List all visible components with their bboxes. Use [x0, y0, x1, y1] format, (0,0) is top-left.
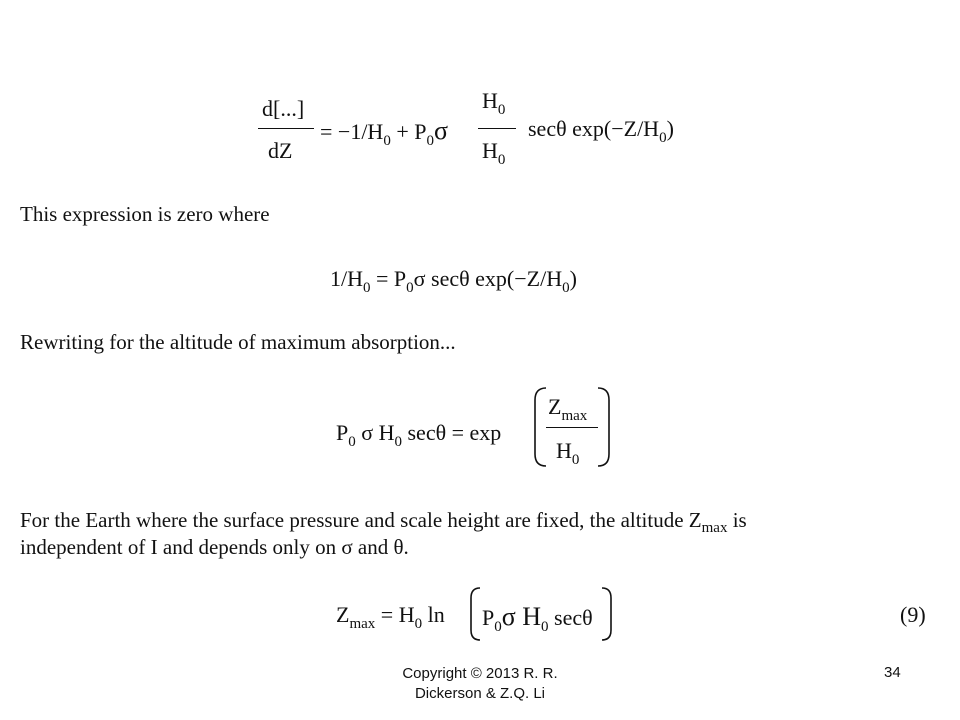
equation-number: (9) [900, 602, 926, 627]
eq3-frac-bar [546, 427, 598, 428]
footer-copyright-line1: Copyright © 2013 R. R. [402, 665, 558, 682]
eq1-lhs-numerator: d[...] [262, 96, 305, 121]
eq3-right-brace [596, 386, 612, 468]
eq4-right-brace [600, 586, 614, 642]
eq1-frac-denominator: $H_0$ [482, 138, 506, 168]
eq3-lhs: $P_0$ σ $H_0$ secθ = exp [336, 420, 502, 450]
eq3-frac-numerator: $Z_{max}$ [548, 394, 588, 424]
eq1-lhs-denominator: dZ [268, 138, 293, 163]
eq1-rhs-part1: = $-1/H_0 + P_0\sigma$ [320, 116, 448, 149]
text-paragraph-earth [20, 508, 940, 559]
eq4-lhs: $Z_{max} = H_0$ ln [336, 602, 445, 632]
text-line-zero-where: This expression is zero where [20, 202, 270, 226]
footer-copyright [360, 664, 600, 704]
eq1-frac-bar [478, 128, 516, 129]
text-line-rewriting: Rewriting for the altitude of maximum absorption... [20, 330, 456, 354]
footer-copyright-line2: Dickerson & Z.Q. Li [414, 685, 546, 702]
eq1-rhs-part2: secθ $\exp(-Z/H_0)$ [528, 116, 674, 146]
eq3-frac-denominator: $H_0$ [556, 438, 580, 468]
equation-zero-condition: $1/H_0 = P_0\sigma$ secθ $\exp(-Z/H_0)$ [330, 266, 577, 296]
eq1-frac-numerator: $H_0$ [482, 88, 506, 118]
text-line-earth-2: independent of I and depends only on σ and θ. [20, 535, 409, 559]
eq4-bracket-content: $P_0\sigma$ $H_0$ secθ [482, 602, 593, 635]
eq4-left-brace [468, 586, 482, 642]
text-line-earth-1: For the Earth where the surface pressure and scale height are fixed, the altitude $Z_{max}$ is [20, 508, 747, 536]
eq1-lhs-fraction-bar [258, 128, 314, 129]
page-number: 34 [884, 664, 901, 681]
